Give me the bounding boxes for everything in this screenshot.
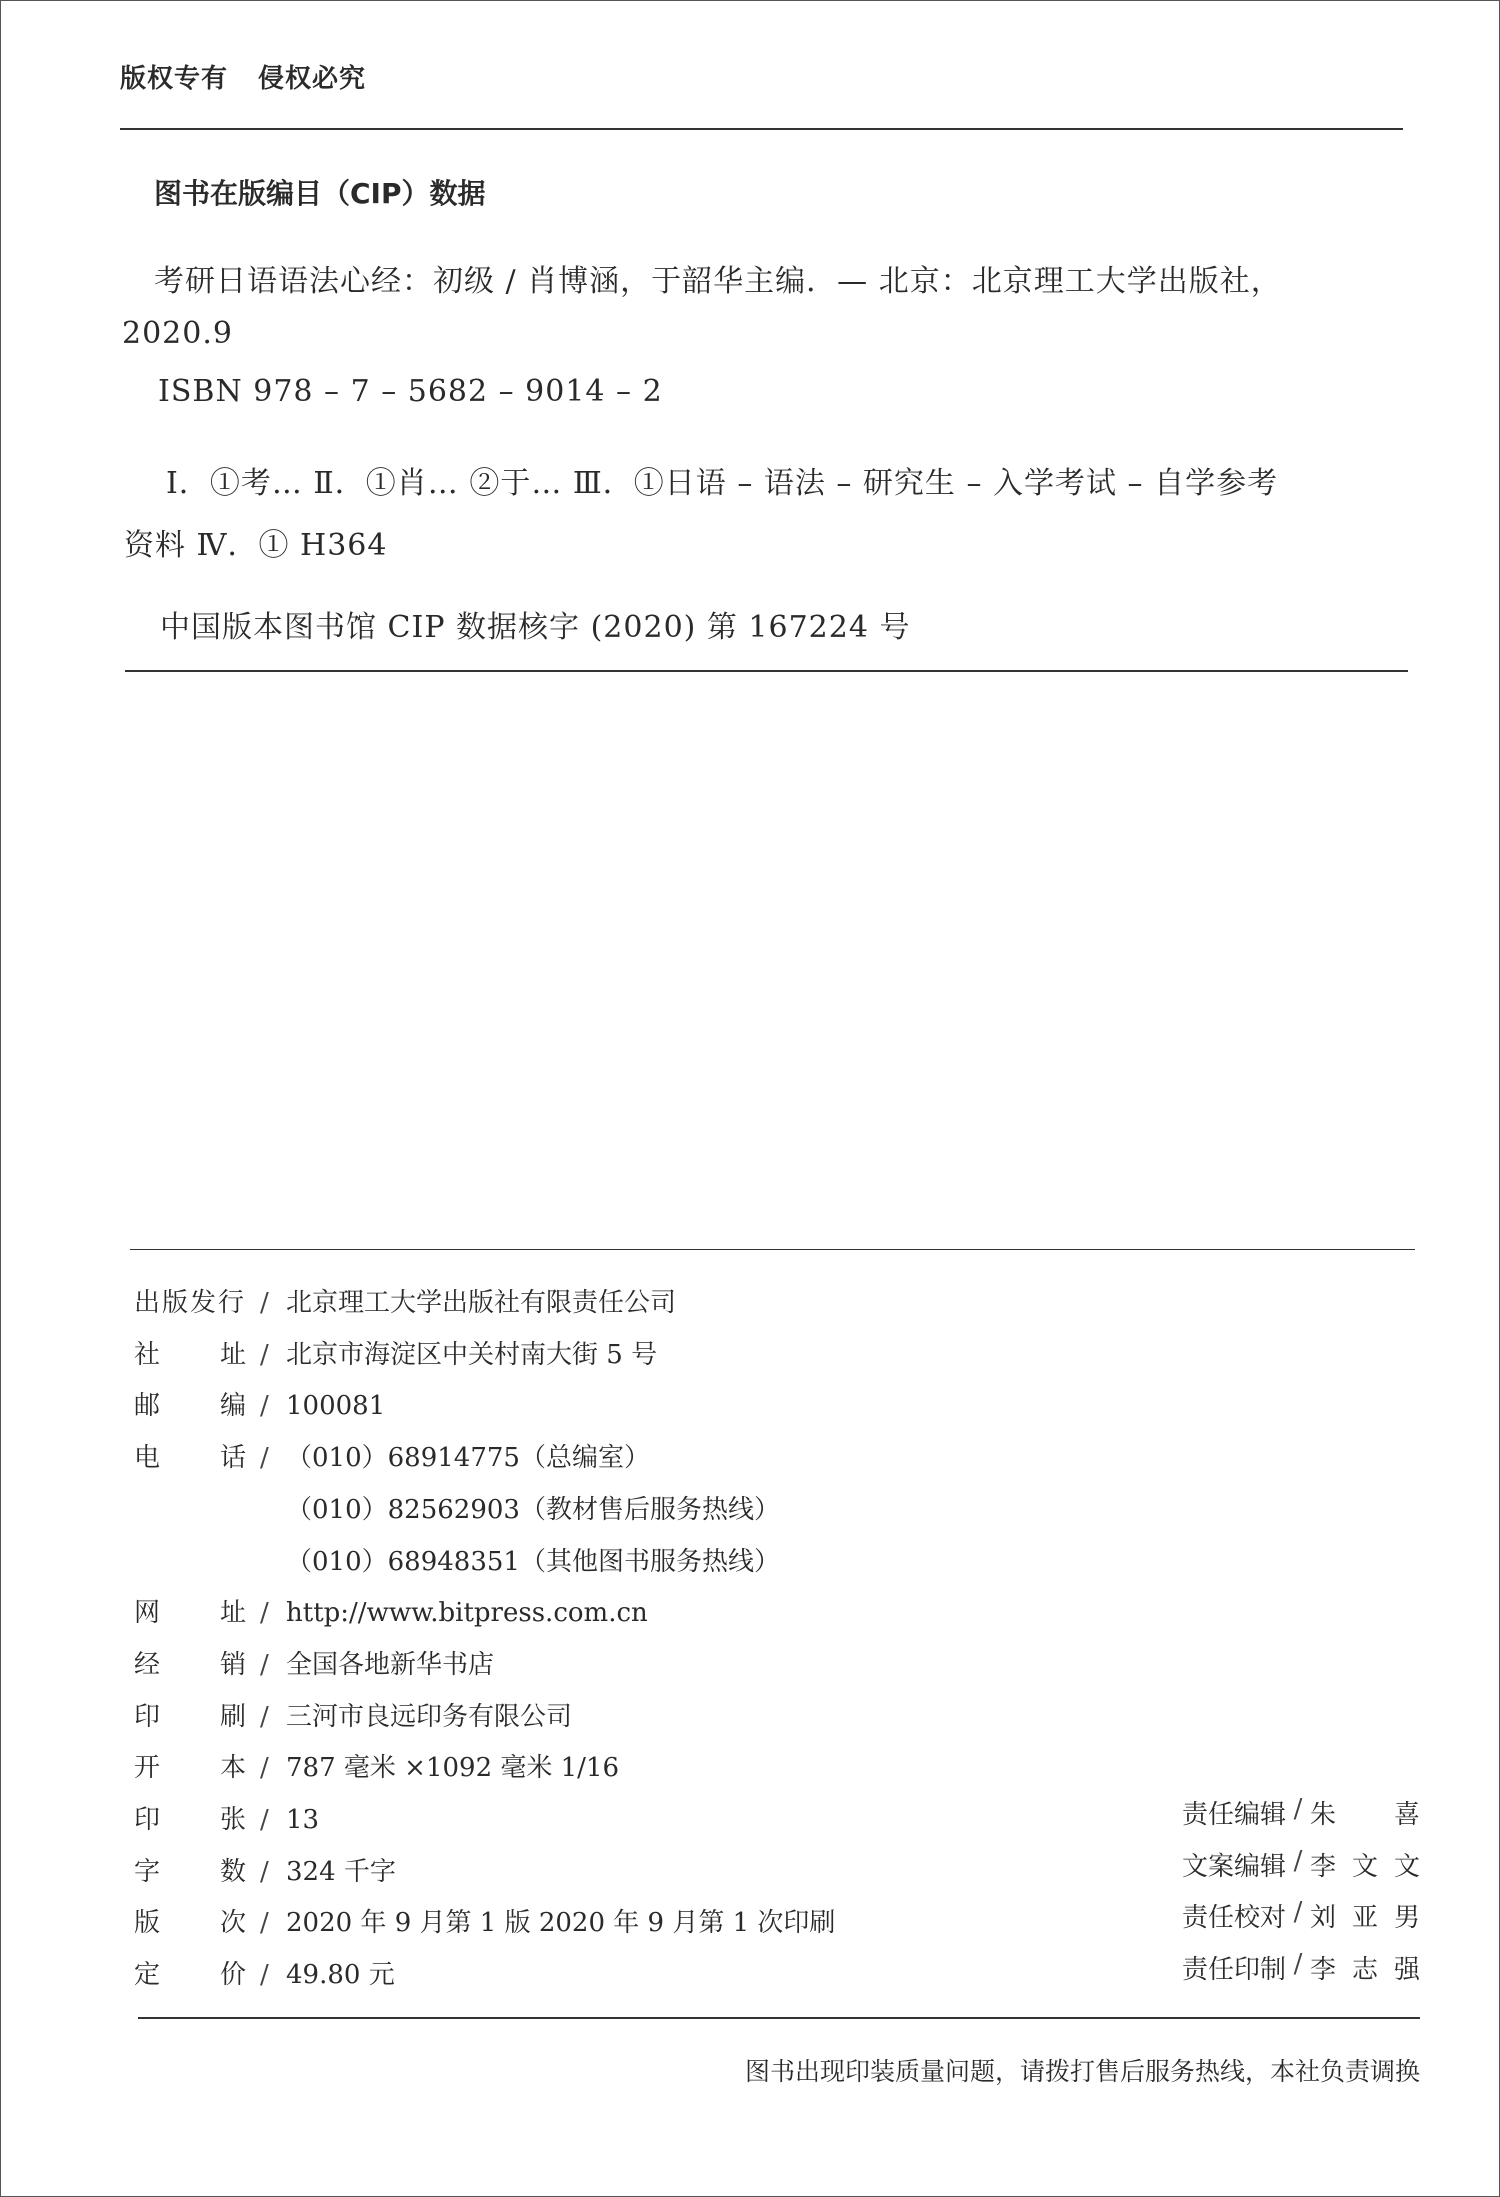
detail-value: 全国各地新华书店 bbox=[286, 1649, 495, 1680]
label-part: 印 bbox=[134, 1805, 161, 1835]
footer-notice: 图书出现印装质量问题，请拨打售后服务热线，本社负责调换 bbox=[744, 2057, 1420, 2086]
detail-row bbox=[134, 1851, 396, 1888]
detail-row bbox=[134, 1954, 395, 1991]
label-part: 出版发行 bbox=[134, 1288, 247, 1318]
separator: / bbox=[260, 1960, 269, 1991]
separator: / bbox=[260, 1598, 269, 1629]
staff-name: 刘亚男 bbox=[1310, 1903, 1420, 1934]
detail-value: 787 毫米 ×1092 毫米 1/16 bbox=[286, 1753, 620, 1784]
staff-role: 责任编辑 bbox=[1181, 1800, 1286, 1830]
label-part: 字 bbox=[134, 1856, 161, 1887]
separator: / bbox=[260, 1288, 269, 1318]
separator: / bbox=[260, 1908, 269, 1939]
separator: / bbox=[1293, 1949, 1303, 1980]
detail-label bbox=[134, 1747, 260, 1784]
label-part: 价 bbox=[219, 1960, 246, 1991]
staff-row bbox=[1182, 1949, 1420, 1986]
label-part: 经 bbox=[134, 1649, 161, 1680]
label-part: 电 bbox=[134, 1443, 161, 1474]
detail-value: 2020 年 9 月第 1 版 2020 年 9 月第 1 次印刷 bbox=[286, 1908, 836, 1939]
detail-row bbox=[134, 1592, 648, 1629]
detail-label bbox=[134, 1644, 260, 1681]
detail-value: 100081 bbox=[286, 1391, 386, 1422]
separator: / bbox=[260, 1391, 269, 1422]
staff-name: 李志强 bbox=[1310, 1955, 1420, 1986]
label-part: 编 bbox=[219, 1391, 246, 1422]
divider-bottom bbox=[138, 2017, 1420, 2019]
label-part: 邮 bbox=[134, 1391, 161, 1422]
detail-value: 324 千字 bbox=[286, 1856, 396, 1887]
divider-details bbox=[130, 1249, 1415, 1250]
detail-value: 13 bbox=[286, 1805, 320, 1835]
label-part: 址 bbox=[219, 1339, 246, 1370]
label-part: 话 bbox=[219, 1443, 246, 1474]
detail-row bbox=[134, 1799, 319, 1836]
detail-value: http://www.bitpress.com.cn bbox=[286, 1598, 648, 1629]
detail-label bbox=[134, 1696, 260, 1733]
cip-line1: 考研日语语法心经：初级 / 肖博涵，于韶华主编．— 北京：北京理工大学出版社， bbox=[154, 264, 1282, 299]
cip-isbn: ISBN 978 – 7 – 5682 – 9014 – 2 bbox=[158, 374, 663, 409]
label-part: 刷 bbox=[219, 1701, 246, 1732]
detail-row bbox=[134, 1489, 780, 1526]
separator: / bbox=[1293, 1845, 1303, 1876]
detail-label bbox=[134, 1799, 260, 1836]
label-part: 定 bbox=[134, 1960, 161, 1991]
separator: / bbox=[260, 1753, 269, 1784]
detail-row bbox=[134, 1437, 650, 1474]
staff-role: 责任印制 bbox=[1181, 1955, 1286, 1986]
copyright-right: 侵权必究 bbox=[258, 64, 367, 94]
detail-label bbox=[134, 1437, 260, 1474]
divider-top bbox=[120, 128, 1403, 130]
copyright-left: 版权专有 bbox=[120, 64, 229, 94]
detail-label bbox=[134, 1282, 260, 1319]
detail-label bbox=[134, 1334, 260, 1371]
cip-title: 图书在版编目（CIP）数据 bbox=[154, 177, 486, 210]
detail-row bbox=[134, 1282, 676, 1319]
staff-name: 朱 喜 bbox=[1310, 1800, 1420, 1830]
cip-line2: 2020.9 bbox=[122, 316, 233, 351]
detail-row bbox=[134, 1644, 494, 1681]
label-part: 数 bbox=[219, 1856, 246, 1887]
separator: / bbox=[260, 1701, 269, 1732]
label-part: 网 bbox=[134, 1598, 161, 1629]
staff-role: 文案编辑 bbox=[1181, 1851, 1286, 1882]
separator: / bbox=[260, 1805, 269, 1835]
copyright-notice bbox=[120, 58, 366, 95]
separator: / bbox=[1293, 1794, 1303, 1824]
detail-value: 三河市良远印务有限公司 bbox=[286, 1701, 573, 1732]
separator: / bbox=[260, 1649, 269, 1680]
detail-label bbox=[134, 1592, 260, 1629]
detail-label bbox=[134, 1385, 260, 1422]
label-part: 销 bbox=[219, 1649, 246, 1680]
detail-value: 49.80 元 bbox=[286, 1960, 395, 1991]
label-part: 印 bbox=[134, 1701, 161, 1732]
separator: / bbox=[260, 1339, 269, 1370]
detail-value: 北京市海淀区中关村南大街 5 号 bbox=[286, 1339, 658, 1370]
detail-label bbox=[134, 1902, 260, 1939]
detail-label bbox=[134, 1954, 260, 1991]
staff-row bbox=[1182, 1794, 1420, 1831]
staff-role: 责任校对 bbox=[1181, 1903, 1286, 1934]
label-part: 址 bbox=[219, 1598, 246, 1629]
detail-value: （010）82562903（教材售后服务热线） bbox=[286, 1494, 780, 1525]
staff-row bbox=[1182, 1897, 1420, 1934]
detail-value: （010）68914775（总编室） bbox=[286, 1443, 650, 1474]
detail-value: 北京理工大学出版社有限责任公司 bbox=[286, 1288, 677, 1318]
detail-label bbox=[134, 1851, 260, 1888]
detail-row bbox=[134, 1902, 835, 1939]
detail-row bbox=[134, 1747, 619, 1784]
label-part: 次 bbox=[219, 1908, 246, 1939]
divider-cip bbox=[125, 670, 1408, 672]
detail-row bbox=[134, 1334, 657, 1371]
separator: / bbox=[260, 1856, 269, 1887]
detail-row bbox=[134, 1385, 385, 1422]
detail-row bbox=[134, 1541, 780, 1578]
cip-verify: 中国版本图书馆 CIP 数据核字 (2020) 第 167224 号 bbox=[160, 610, 911, 645]
cip-class2: 资料 Ⅳ．① H364 bbox=[124, 528, 388, 563]
label-part: 张 bbox=[219, 1805, 246, 1835]
label-part: 社 bbox=[134, 1339, 161, 1370]
detail-row bbox=[134, 1696, 572, 1733]
staff-name: 李文文 bbox=[1310, 1851, 1420, 1882]
label-part: 开 bbox=[134, 1753, 161, 1784]
separator: / bbox=[260, 1443, 269, 1474]
staff-row bbox=[1182, 1846, 1420, 1883]
label-part: 本 bbox=[219, 1753, 246, 1784]
detail-value: （010）68948351（其他图书服务热线） bbox=[286, 1546, 780, 1577]
label-part: 版 bbox=[134, 1908, 161, 1939]
cip-class1: Ⅰ．①考… Ⅱ．①肖… ②于… Ⅲ．①日语 – 语法 – 研究生 – 入学考试 – 自学参考 bbox=[166, 466, 1279, 501]
separator: / bbox=[1293, 1897, 1303, 1928]
